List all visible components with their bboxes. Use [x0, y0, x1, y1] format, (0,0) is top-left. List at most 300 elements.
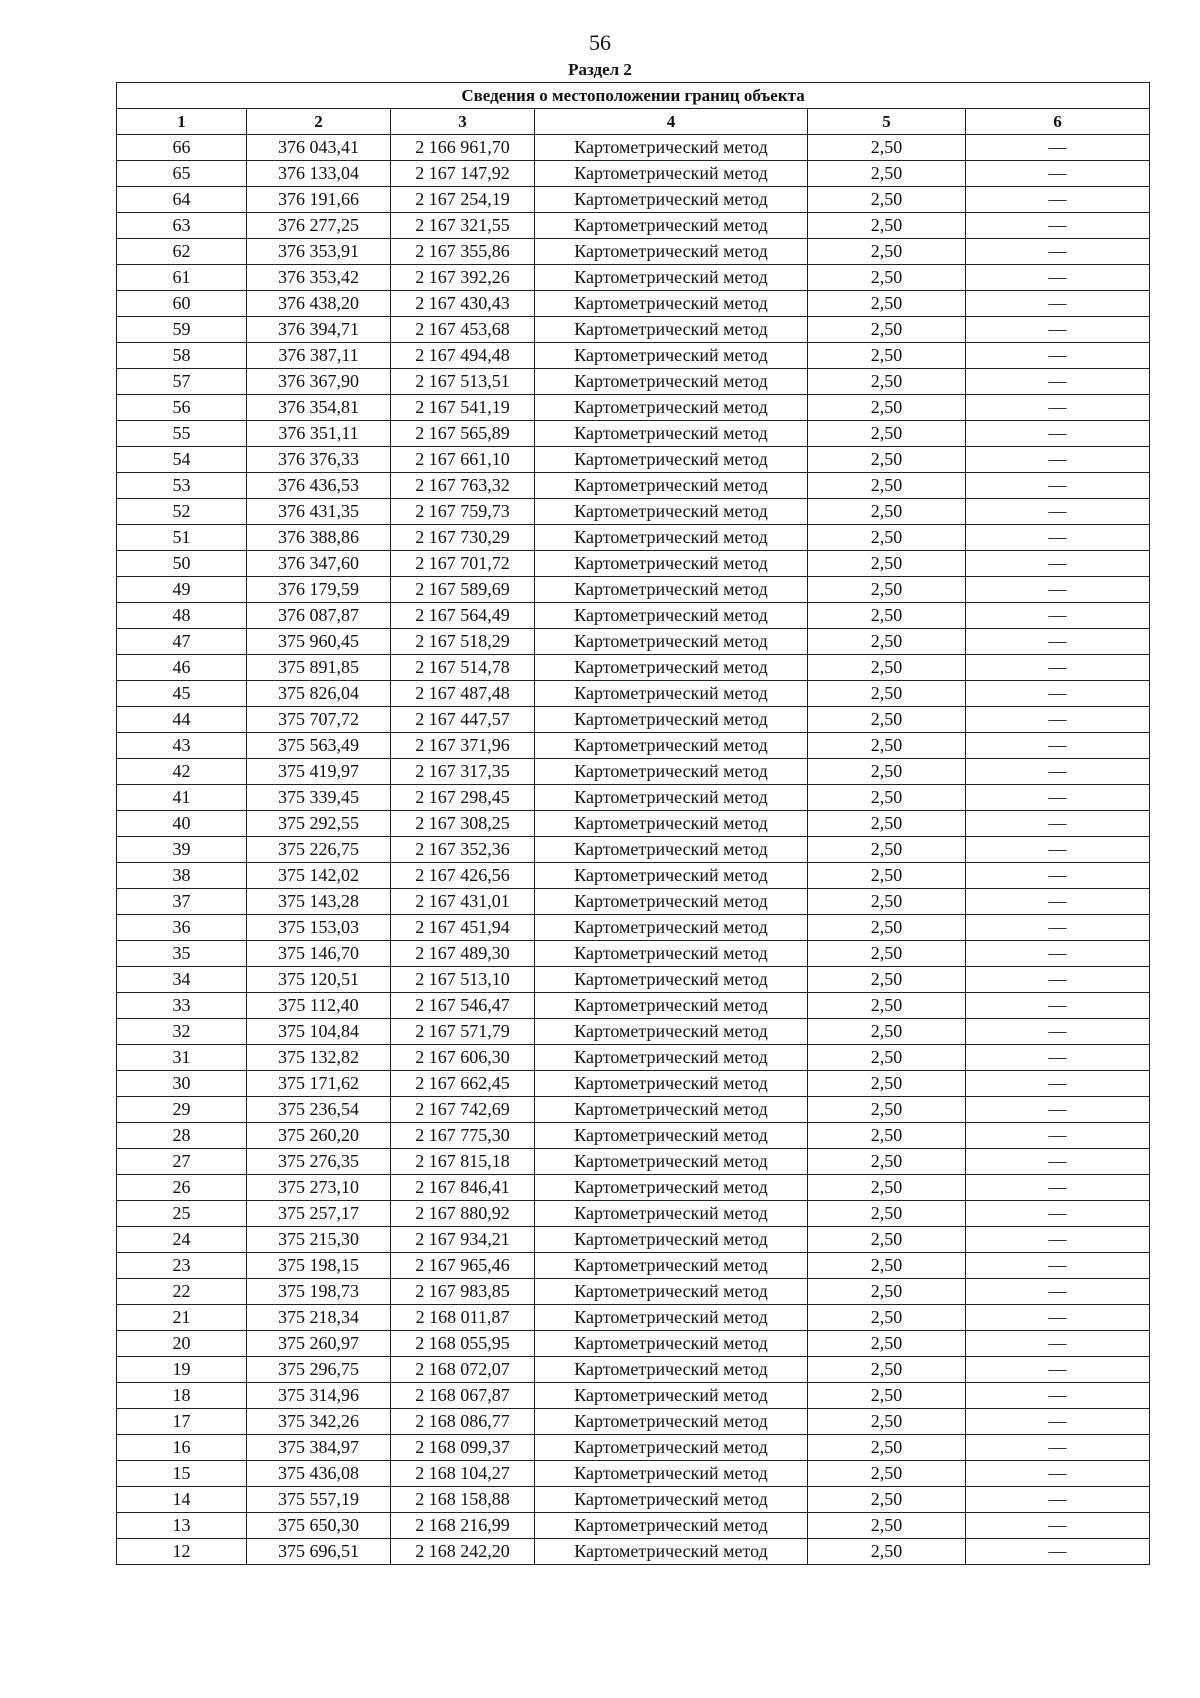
- notes-cell: —: [966, 1175, 1150, 1201]
- notes-cell: —: [966, 1201, 1150, 1227]
- point-number-cell: 63: [117, 213, 247, 239]
- table-row: [117, 1383, 1150, 1409]
- method-cell: Картометрический метод: [535, 1019, 808, 1045]
- accuracy-cell: 2,50: [808, 603, 966, 629]
- method-cell: Картометрический метод: [535, 577, 808, 603]
- x-coordinate-cell: 375 826,04: [247, 681, 391, 707]
- accuracy-cell: 2,50: [808, 395, 966, 421]
- method-cell: Картометрический метод: [535, 1097, 808, 1123]
- method-cell: Картометрический метод: [535, 1253, 808, 1279]
- table-row: [117, 889, 1150, 915]
- y-coordinate-cell: 2 167 815,18: [391, 1149, 535, 1175]
- table-row: [117, 1149, 1150, 1175]
- accuracy-cell: 2,50: [808, 993, 966, 1019]
- notes-cell: —: [966, 1331, 1150, 1357]
- accuracy-cell: 2,50: [808, 681, 966, 707]
- method-cell: Картометрический метод: [535, 239, 808, 265]
- accuracy-cell: 2,50: [808, 291, 966, 317]
- table-row: [117, 1045, 1150, 1071]
- accuracy-cell: 2,50: [808, 187, 966, 213]
- point-number-cell: 26: [117, 1175, 247, 1201]
- x-coordinate-cell: 376 431,35: [247, 499, 391, 525]
- notes-cell: —: [966, 525, 1150, 551]
- notes-cell: —: [966, 447, 1150, 473]
- accuracy-cell: 2,50: [808, 1253, 966, 1279]
- y-coordinate-cell: 2 167 589,69: [391, 577, 535, 603]
- x-coordinate-cell: 376 353,42: [247, 265, 391, 291]
- method-cell: Картометрический метод: [535, 629, 808, 655]
- notes-cell: —: [966, 395, 1150, 421]
- x-coordinate-cell: 376 347,60: [247, 551, 391, 577]
- method-cell: Картометрический метод: [535, 1071, 808, 1097]
- method-cell: Картометрический метод: [535, 1357, 808, 1383]
- notes-cell: —: [966, 785, 1150, 811]
- y-coordinate-cell: 2 167 606,30: [391, 1045, 535, 1071]
- x-coordinate-cell: 375 650,30: [247, 1513, 391, 1539]
- y-coordinate-cell: 2 167 759,73: [391, 499, 535, 525]
- y-coordinate-cell: 2 167 541,19: [391, 395, 535, 421]
- x-coordinate-cell: 376 354,81: [247, 395, 391, 421]
- notes-cell: —: [966, 1357, 1150, 1383]
- accuracy-cell: 2,50: [808, 265, 966, 291]
- x-coordinate-cell: 375 891,85: [247, 655, 391, 681]
- table-row: [117, 1097, 1150, 1123]
- point-number-cell: 30: [117, 1071, 247, 1097]
- method-cell: Картометрический метод: [535, 681, 808, 707]
- method-cell: Картометрический метод: [535, 369, 808, 395]
- x-coordinate-cell: 375 696,51: [247, 1539, 391, 1565]
- notes-cell: —: [966, 1019, 1150, 1045]
- x-coordinate-cell: 375 260,97: [247, 1331, 391, 1357]
- method-cell: Картометрический метод: [535, 265, 808, 291]
- notes-cell: —: [966, 1045, 1150, 1071]
- table-row: [117, 1435, 1150, 1461]
- y-coordinate-cell: 2 167 447,57: [391, 707, 535, 733]
- x-coordinate-cell: 375 260,20: [247, 1123, 391, 1149]
- notes-cell: —: [966, 941, 1150, 967]
- y-coordinate-cell: 2 168 099,37: [391, 1435, 535, 1461]
- accuracy-cell: 2,50: [808, 967, 966, 993]
- accuracy-cell: 2,50: [808, 837, 966, 863]
- notes-cell: —: [966, 967, 1150, 993]
- table-row: [117, 993, 1150, 1019]
- accuracy-cell: 2,50: [808, 1383, 966, 1409]
- accuracy-cell: 2,50: [808, 1123, 966, 1149]
- method-cell: Картометрический метод: [535, 967, 808, 993]
- method-cell: Картометрический метод: [535, 1305, 808, 1331]
- x-coordinate-cell: 376 087,87: [247, 603, 391, 629]
- x-coordinate-cell: 376 043,41: [247, 135, 391, 161]
- table-row: [117, 1513, 1150, 1539]
- boundary-coordinates-table: [116, 82, 1150, 1565]
- notes-cell: —: [966, 577, 1150, 603]
- point-number-cell: 48: [117, 603, 247, 629]
- notes-cell: —: [966, 1305, 1150, 1331]
- notes-cell: —: [966, 1253, 1150, 1279]
- accuracy-cell: 2,50: [808, 317, 966, 343]
- table-row: [117, 499, 1150, 525]
- notes-cell: —: [966, 915, 1150, 941]
- y-coordinate-cell: 2 167 426,56: [391, 863, 535, 889]
- point-number-cell: 47: [117, 629, 247, 655]
- x-coordinate-cell: 376 179,59: [247, 577, 391, 603]
- method-cell: Картометрический метод: [535, 759, 808, 785]
- point-number-cell: 32: [117, 1019, 247, 1045]
- x-coordinate-cell: 375 563,49: [247, 733, 391, 759]
- point-number-cell: 53: [117, 473, 247, 499]
- notes-cell: —: [966, 291, 1150, 317]
- table-row: [117, 577, 1150, 603]
- y-coordinate-cell: 2 167 730,29: [391, 525, 535, 551]
- notes-cell: —: [966, 1279, 1150, 1305]
- method-cell: Картометрический метод: [535, 499, 808, 525]
- accuracy-cell: 2,50: [808, 759, 966, 785]
- y-coordinate-cell: 2 167 564,49: [391, 603, 535, 629]
- notes-cell: —: [966, 1461, 1150, 1487]
- notes-cell: —: [966, 421, 1150, 447]
- table-row: [117, 915, 1150, 941]
- point-number-cell: 45: [117, 681, 247, 707]
- notes-cell: —: [966, 1513, 1150, 1539]
- y-coordinate-cell: 2 167 571,79: [391, 1019, 535, 1045]
- method-cell: Картометрический метод: [535, 1539, 808, 1565]
- x-coordinate-cell: 375 273,10: [247, 1175, 391, 1201]
- table-row: [117, 1123, 1150, 1149]
- notes-cell: —: [966, 1409, 1150, 1435]
- table-row: [117, 1409, 1150, 1435]
- point-number-cell: 58: [117, 343, 247, 369]
- point-number-cell: 15: [117, 1461, 247, 1487]
- x-coordinate-cell: 376 436,53: [247, 473, 391, 499]
- method-cell: Картометрический метод: [535, 655, 808, 681]
- x-coordinate-cell: 375 198,73: [247, 1279, 391, 1305]
- section-title: Раздел 2: [568, 60, 632, 79]
- point-number-cell: 51: [117, 525, 247, 551]
- x-coordinate-cell: 376 394,71: [247, 317, 391, 343]
- method-cell: Картометрический метод: [535, 1409, 808, 1435]
- method-cell: Картометрический метод: [535, 915, 808, 941]
- point-number-cell: 38: [117, 863, 247, 889]
- table-row: [117, 447, 1150, 473]
- notes-cell: —: [966, 161, 1150, 187]
- point-number-cell: 40: [117, 811, 247, 837]
- table-caption: Сведения о местоположении границ объекта: [117, 83, 1150, 109]
- y-coordinate-cell: 2 167 494,48: [391, 343, 535, 369]
- point-number-cell: 59: [117, 317, 247, 343]
- table-row: [117, 837, 1150, 863]
- column-header: 6: [966, 109, 1150, 135]
- method-cell: Картометрический метод: [535, 551, 808, 577]
- x-coordinate-cell: 375 707,72: [247, 707, 391, 733]
- y-coordinate-cell: 2 168 011,87: [391, 1305, 535, 1331]
- table-row: [117, 1019, 1150, 1045]
- table-row: [117, 1071, 1150, 1097]
- accuracy-cell: 2,50: [808, 161, 966, 187]
- accuracy-cell: 2,50: [808, 499, 966, 525]
- x-coordinate-cell: 375 296,75: [247, 1357, 391, 1383]
- point-number-cell: 33: [117, 993, 247, 1019]
- y-coordinate-cell: 2 167 662,45: [391, 1071, 535, 1097]
- notes-cell: —: [966, 1487, 1150, 1513]
- point-number-cell: 65: [117, 161, 247, 187]
- point-number-cell: 31: [117, 1045, 247, 1071]
- y-coordinate-cell: 2 167 846,41: [391, 1175, 535, 1201]
- y-coordinate-cell: 2 168 158,88: [391, 1487, 535, 1513]
- notes-cell: —: [966, 681, 1150, 707]
- method-cell: Картометрический метод: [535, 1175, 808, 1201]
- table-row: [117, 161, 1150, 187]
- x-coordinate-cell: 375 171,62: [247, 1071, 391, 1097]
- accuracy-cell: 2,50: [808, 1201, 966, 1227]
- y-coordinate-cell: 2 166 961,70: [391, 135, 535, 161]
- y-coordinate-cell: 2 168 055,95: [391, 1331, 535, 1357]
- accuracy-cell: 2,50: [808, 1409, 966, 1435]
- notes-cell: —: [966, 1071, 1150, 1097]
- accuracy-cell: 2,50: [808, 889, 966, 915]
- notes-cell: —: [966, 135, 1150, 161]
- point-number-cell: 17: [117, 1409, 247, 1435]
- notes-cell: —: [966, 499, 1150, 525]
- accuracy-cell: 2,50: [808, 525, 966, 551]
- point-number-cell: 18: [117, 1383, 247, 1409]
- x-coordinate-cell: 375 146,70: [247, 941, 391, 967]
- x-coordinate-cell: 375 143,28: [247, 889, 391, 915]
- table-row: [117, 629, 1150, 655]
- method-cell: Картометрический метод: [535, 1123, 808, 1149]
- x-coordinate-cell: 375 198,15: [247, 1253, 391, 1279]
- point-number-cell: 35: [117, 941, 247, 967]
- table-row: [117, 369, 1150, 395]
- y-coordinate-cell: 2 167 965,46: [391, 1253, 535, 1279]
- table-row: [117, 421, 1150, 447]
- x-coordinate-cell: 375 120,51: [247, 967, 391, 993]
- method-cell: Картометрический метод: [535, 941, 808, 967]
- y-coordinate-cell: 2 167 254,19: [391, 187, 535, 213]
- method-cell: Картометрический метод: [535, 1227, 808, 1253]
- y-coordinate-cell: 2 168 086,77: [391, 1409, 535, 1435]
- x-coordinate-cell: 375 342,26: [247, 1409, 391, 1435]
- method-cell: Картометрический метод: [535, 1279, 808, 1305]
- method-cell: Картометрический метод: [535, 837, 808, 863]
- accuracy-cell: 2,50: [808, 421, 966, 447]
- point-number-cell: 49: [117, 577, 247, 603]
- point-number-cell: 42: [117, 759, 247, 785]
- table-row: [117, 239, 1150, 265]
- accuracy-cell: 2,50: [808, 1097, 966, 1123]
- accuracy-cell: 2,50: [808, 1357, 966, 1383]
- x-coordinate-cell: 376 387,11: [247, 343, 391, 369]
- accuracy-cell: 2,50: [808, 1487, 966, 1513]
- point-number-cell: 43: [117, 733, 247, 759]
- y-coordinate-cell: 2 167 352,36: [391, 837, 535, 863]
- notes-cell: —: [966, 811, 1150, 837]
- y-coordinate-cell: 2 167 355,86: [391, 239, 535, 265]
- table-row: [117, 811, 1150, 837]
- point-number-cell: 62: [117, 239, 247, 265]
- column-header: 1: [117, 109, 247, 135]
- accuracy-cell: 2,50: [808, 1513, 966, 1539]
- x-coordinate-cell: 376 367,90: [247, 369, 391, 395]
- point-number-cell: 16: [117, 1435, 247, 1461]
- notes-cell: —: [966, 1435, 1150, 1461]
- point-number-cell: 64: [117, 187, 247, 213]
- notes-cell: —: [966, 473, 1150, 499]
- column-header: 4: [535, 109, 808, 135]
- accuracy-cell: 2,50: [808, 941, 966, 967]
- point-number-cell: 13: [117, 1513, 247, 1539]
- x-coordinate-cell: 375 132,82: [247, 1045, 391, 1071]
- method-cell: Картометрический метод: [535, 1513, 808, 1539]
- x-coordinate-cell: 376 353,91: [247, 239, 391, 265]
- table-row: [117, 317, 1150, 343]
- notes-cell: —: [966, 733, 1150, 759]
- y-coordinate-cell: 2 167 546,47: [391, 993, 535, 1019]
- notes-cell: —: [966, 317, 1150, 343]
- table-row: [117, 1357, 1150, 1383]
- accuracy-cell: 2,50: [808, 135, 966, 161]
- table-row: [117, 1201, 1150, 1227]
- accuracy-cell: 2,50: [808, 473, 966, 499]
- point-number-cell: 54: [117, 447, 247, 473]
- accuracy-cell: 2,50: [808, 1305, 966, 1331]
- x-coordinate-cell: 375 314,96: [247, 1383, 391, 1409]
- point-number-cell: 28: [117, 1123, 247, 1149]
- notes-cell: —: [966, 629, 1150, 655]
- notes-cell: —: [966, 993, 1150, 1019]
- x-coordinate-cell: 375 276,35: [247, 1149, 391, 1175]
- notes-cell: —: [966, 655, 1150, 681]
- table-row: [117, 941, 1150, 967]
- page-number: 56: [589, 30, 611, 55]
- point-number-cell: 23: [117, 1253, 247, 1279]
- y-coordinate-cell: 2 168 067,87: [391, 1383, 535, 1409]
- table-row: [117, 1305, 1150, 1331]
- point-number-cell: 56: [117, 395, 247, 421]
- y-coordinate-cell: 2 167 321,55: [391, 213, 535, 239]
- table-row: [117, 551, 1150, 577]
- table-row: [117, 343, 1150, 369]
- point-number-cell: 60: [117, 291, 247, 317]
- point-number-cell: 55: [117, 421, 247, 447]
- point-number-cell: 44: [117, 707, 247, 733]
- table-row: [117, 1227, 1150, 1253]
- table-row: [117, 213, 1150, 239]
- notes-cell: —: [966, 1227, 1150, 1253]
- point-number-cell: 46: [117, 655, 247, 681]
- method-cell: Картометрический метод: [535, 161, 808, 187]
- point-number-cell: 66: [117, 135, 247, 161]
- x-coordinate-cell: 375 292,55: [247, 811, 391, 837]
- accuracy-cell: 2,50: [808, 577, 966, 603]
- column-header: 2: [247, 109, 391, 135]
- accuracy-cell: 2,50: [808, 863, 966, 889]
- method-cell: Картометрический метод: [535, 213, 808, 239]
- table-row: [117, 187, 1150, 213]
- x-coordinate-cell: 375 112,40: [247, 993, 391, 1019]
- y-coordinate-cell: 2 167 513,51: [391, 369, 535, 395]
- accuracy-cell: 2,50: [808, 629, 966, 655]
- point-number-cell: 25: [117, 1201, 247, 1227]
- x-coordinate-cell: 375 215,30: [247, 1227, 391, 1253]
- method-cell: Картометрический метод: [535, 733, 808, 759]
- notes-cell: —: [966, 1539, 1150, 1565]
- table-row: [117, 681, 1150, 707]
- point-number-cell: 36: [117, 915, 247, 941]
- point-number-cell: 37: [117, 889, 247, 915]
- table-row: [117, 785, 1150, 811]
- method-cell: Картометрический метод: [535, 811, 808, 837]
- point-number-cell: 27: [117, 1149, 247, 1175]
- y-coordinate-cell: 2 167 453,68: [391, 317, 535, 343]
- x-coordinate-cell: 376 351,11: [247, 421, 391, 447]
- column-header: 3: [391, 109, 535, 135]
- table-row: [117, 265, 1150, 291]
- method-cell: Картометрический метод: [535, 863, 808, 889]
- table-row: [117, 733, 1150, 759]
- table-row: [117, 135, 1150, 161]
- point-number-cell: 22: [117, 1279, 247, 1305]
- accuracy-cell: 2,50: [808, 811, 966, 837]
- point-number-cell: 14: [117, 1487, 247, 1513]
- y-coordinate-cell: 2 167 742,69: [391, 1097, 535, 1123]
- notes-cell: —: [966, 343, 1150, 369]
- method-cell: Картометрический метод: [535, 291, 808, 317]
- accuracy-cell: 2,50: [808, 1461, 966, 1487]
- method-cell: Картометрический метод: [535, 1383, 808, 1409]
- y-coordinate-cell: 2 168 216,99: [391, 1513, 535, 1539]
- notes-cell: —: [966, 863, 1150, 889]
- point-number-cell: 12: [117, 1539, 247, 1565]
- method-cell: Картометрический метод: [535, 1435, 808, 1461]
- table-row: [117, 1539, 1150, 1565]
- accuracy-cell: 2,50: [808, 1149, 966, 1175]
- accuracy-cell: 2,50: [808, 239, 966, 265]
- table-row: [117, 1461, 1150, 1487]
- x-coordinate-cell: 376 388,86: [247, 525, 391, 551]
- y-coordinate-cell: 2 167 565,89: [391, 421, 535, 447]
- method-cell: Картометрический метод: [535, 525, 808, 551]
- y-coordinate-cell: 2 167 489,30: [391, 941, 535, 967]
- x-coordinate-cell: 375 218,34: [247, 1305, 391, 1331]
- table-row: [117, 291, 1150, 317]
- x-coordinate-cell: 375 384,97: [247, 1435, 391, 1461]
- y-coordinate-cell: 2 167 317,35: [391, 759, 535, 785]
- method-cell: Картометрический метод: [535, 603, 808, 629]
- accuracy-cell: 2,50: [808, 213, 966, 239]
- method-cell: Картометрический метод: [535, 1487, 808, 1513]
- method-cell: Картометрический метод: [535, 343, 808, 369]
- y-coordinate-cell: 2 167 514,78: [391, 655, 535, 681]
- y-coordinate-cell: 2 167 487,48: [391, 681, 535, 707]
- table-row: [117, 395, 1150, 421]
- y-coordinate-cell: 2 167 371,96: [391, 733, 535, 759]
- method-cell: Картометрический метод: [535, 135, 808, 161]
- point-number-cell: 61: [117, 265, 247, 291]
- column-header: 5: [808, 109, 966, 135]
- table-row: [117, 863, 1150, 889]
- accuracy-cell: 2,50: [808, 655, 966, 681]
- notes-cell: —: [966, 265, 1150, 291]
- y-coordinate-cell: 2 167 392,26: [391, 265, 535, 291]
- y-coordinate-cell: 2 167 661,10: [391, 447, 535, 473]
- y-coordinate-cell: 2 167 431,01: [391, 889, 535, 915]
- table-row: [117, 1331, 1150, 1357]
- notes-cell: —: [966, 1149, 1150, 1175]
- method-cell: Картометрический метод: [535, 473, 808, 499]
- method-cell: Картометрический метод: [535, 447, 808, 473]
- y-coordinate-cell: 2 167 934,21: [391, 1227, 535, 1253]
- x-coordinate-cell: 375 236,54: [247, 1097, 391, 1123]
